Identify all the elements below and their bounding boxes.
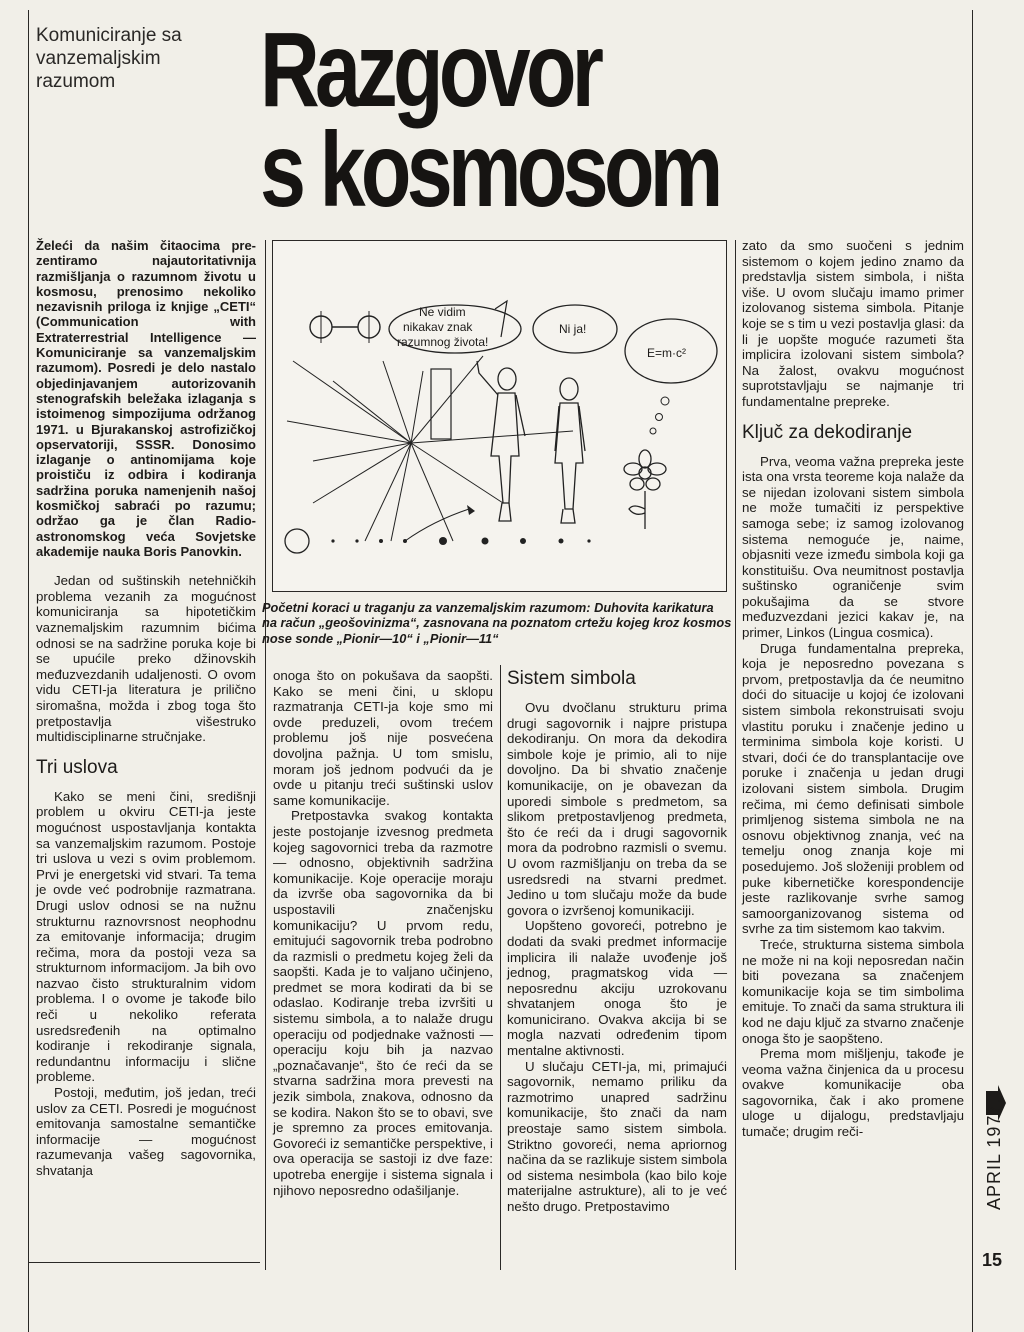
column-rule-1 [265, 240, 266, 1270]
column-4 [742, 238, 964, 1140]
headline-line-1: Razgovor [260, 11, 600, 129]
col3-paragraph-3: U slučaju CETI-ja, mi, primajući sagovornik, nemamo priliku da razmotrimo unapred sadržinu komunikacije, što znači da nam preostaje samo sistem simbola. Striktno govoreći, nema apriornog načina da se razlikuje sistem simbola od sistema nesimbola (kao bilo koje materijalne astrukture), ali to je već nešto drugo. Pretpostavimo [507, 1058, 727, 1214]
issue-date: APRIL 1977. [984, 1097, 1004, 1210]
col1-paragraph-1: Jedan od suštinskih netehničkih problema vezanih za mogućnost komuniciranja sa hipotetičkim vaznemaljskim razumnim bićima odnosi se na sadržine poruka koje bi se upućile preko džinovskih međuzvezdanih udaljenosti. O ovom vidu CETI-ja literatura je prilično siromašna, možda i zbog toga što pretpostavlja višestruko multidisciplinarne stručnjake. [36, 573, 256, 745]
page-left-rule [28, 10, 29, 1332]
col1-paragraph-2: Kako se meni čini, središnji problem u okviru CETI-ja jeste mogućnost uspostavljanja kontakta sa vanzemaljskim razumom. Postoje tri uslova u vezi s ovim problemom. Prvi je energetski vid stvari. Ta tema je ovde već podrobnije razmatrana. Drugi uslov odnosi se na nužnu strukturnu raznovrsnost neophodnu za emitovanje informacija; drugim rečima, mora da postoji veza sa strukturnom informacijom. Ja bih ovo nazvao čisto strukturalnim vidom problema. I o ovome je takođe bilo reči u nekoliko referata usredsređenih na optimalno kodiranje i rekodiranje signala, redundantnu informaciju i slične probleme. [36, 788, 256, 1085]
bubble-1-line-2: nikakav znak [403, 320, 473, 334]
intro-paragraph: Želeći da našim čitaocima pre-zentiramo najautoritativnija razmišljanja o razumnom životu u kosmosu, prenosimo nekoliko nezavisnih priloga iz knjige „CETI“ (Communication with Extraterrestrial Intelligence — Komuniciranje sa vanzemaljskim razumom). Posredi je delo nastalo objedinjavanjem autorizovanih stenografskih beležaka izlaganja s istoimenog simpozijuma održanog 1971. u Bjurakanskoj astrofizičkoj opservatoriji, SSSR. Donosimo izlaganje o antinomijama koje proističu iz odbira i kodiranja sadržina poruka namenjenih našoj kosmičkoj sabraći po razumu; održao ga je član Radio-astronomskog veća Sovjetske akademije nauka Boris Panovkin. [36, 238, 256, 559]
section-heading-tri-uslova: Tri uslova [36, 756, 118, 778]
column-3 [507, 668, 727, 1215]
pioneer-plaque-cartoon [272, 240, 727, 592]
col4-paragraph-2: Prva, veoma važna prepreka jeste ista ona vrsta teoreme koja nalaže da se nijedan izolovani sistem simbola ne može tumačiti iz perspektive samoga sebe; iz samog izolovanog sistema nemoguće je, naime, objasniti veze između simbola koji ga konstituišu. Ova neumitnost postavlja suštinsko ograničenje svim pokušajima da se stvore međuzvezdani jezici kakav je, na primer, Linkos (Lingua cosmica). [742, 453, 964, 641]
col2-paragraph-1: onoga što on pokušava da saopšti. Kako se meni čini, u sklopu razmatranja CETI-ja koje smo mi ovde preduzeli, ovom trećem problemu još nije posvećena dovoljna pažnja. U tom smislu, moram još jednom podvući da je ovde u pitanju treći suštinski uslov same komunikacije. [273, 668, 493, 808]
bubble-1-line-3: razumnog života! [397, 335, 489, 349]
figure-caption: Početni koraci u traganju za vanzemaljskim razumom: Duhovita karikatura na račun „geošovinizma“, zasnovana na poznatom crtežu kojeg kroz kosmos nose sonde „Pionir—10“ i „Pionir—11“ [262, 600, 732, 646]
section-heading-kljuc-za-dekodiranje: Ključ za dekodiranje [742, 421, 913, 443]
bubble-2-text: Ni ja! [559, 322, 587, 336]
cartoon-illustration [273, 241, 725, 590]
page-right-rule [972, 10, 973, 1332]
kicker: Komuniciranje sa vanzemaljskim razumom [36, 25, 182, 92]
col1-paragraph-3: Postoji, međutim, još jedan, treći uslov za CETI. Posredi je mogućnost emitovanja samostalne semantičke informacije — mogućnost razumevanja vašeg sagovornika, shvatanja [36, 1085, 256, 1179]
flower-icon [624, 450, 666, 529]
col3-paragraph-2: Uopšteno govoreći, potrebno je dodati da svaki predmet informacije implicira ili nalaže uvođenje još jednog, pragmatskog vida — neposrednu akciju uzrokovanu shvatanjem onoga što je komunicirano. Ovakva akcija bi se mogla nazvati određenim tipom mentalne aktivnosti. [507, 918, 727, 1059]
col4-paragraph-5: Prema mom mišljenju, takođe je veoma važna činjenica da u procesu ovakve komunikacije oba sagovornika, čak i ako promene uloge u dijalogu, predstavljaju tumače; drugim reči- [742, 1046, 964, 1140]
column-rule-2 [500, 665, 501, 1270]
section-heading-sistem-simbola: Sistem simbola [507, 668, 636, 689]
page-bottom-rule [28, 1262, 260, 1263]
col3-paragraph-1: Ovu dvočlanu strukturu prima drugi sagovornik i najpre pristupa dekodiranju. On mora da dekodira simbole koje je primio, ali to nije dovoljno. Da bi shvatio značenje komunikacije, on je obavezan da uporedi simbole s predmetom, sa slikom pretpostavljenog predmeta, što će reći da i drugi sagovornik mora da podrobno razmisli o svemu. U ovom razmišljanju on treba da se usredsredi na stvarni predmet. Jedino u tom slučaju može da bude govora o izvršenoj komunikaciji. [507, 700, 727, 918]
bubble-1-line-1: Ne vidim [419, 305, 466, 319]
headline-line-2: s kosmosom [260, 111, 719, 229]
column-1 [36, 238, 256, 1179]
col2-paragraph-2: Pretpostavka svakog kontakta jeste postojanje izvesnog predmeta kojeg sagovornici treba da razmotre — odnosno, objektivnih sadržina komunikacije. Koje operacije moraju da izvrše oba sagovornika da bi uspostavili značenjsku komunikaciju? U prvom redu, emitujući sagovornik treba podrobno da razmisli o predmetu kojeg želi da saopšti. Kada je to valjano učinjeno, predmet se mora kodirati da bi se odaslao. Kodiranje treba izvršiti u sistemu simbola, a to nalaže drugu operaciju od podjednake važnosti — operaciju koju bih ja nazvao „poznačavanje“, što će reći da se stvarna sadržina mora prevesti na jezik simbola, znakova, odnosno da se kodira. Nakon što se to obavi, sve je spremno za proces emitovanja. Govoreći iz semantičke perspektive, i ova operacija se sastoji iz dve faze: upotreba energije i sistema signala i njihovo neposredno odašiljanje. [273, 808, 493, 1198]
column-2 [273, 668, 493, 1198]
col4-paragraph-1: zato da smo suočeni s jednim sistemom o kojem jedino znamo da predstavlja sistem simbola, i ništa više. U ovom slučaju imamo primer izolovanog sistema simbola. Pitanje koje se s tim u vezi postavlja glasi: da li je uopšte moguće razumeti šta implicira izolovani sistem simbola? Na žalost, ovakvu mogućnost suprotstavljaju se najmanje tri fundamentalne prepreke. [742, 238, 964, 409]
col4-paragraph-4: Treće, strukturna sistema simbola ne može ni na koji neposredan način biti povezana sa značenjem komunikacije koja se tim simbolima emituje. To znači da sama struktura ili kod ne daju ključ za stvarno značenje onoga što je saopšteno. [742, 936, 964, 1046]
bubble-3-text: E=m·c² [647, 346, 686, 360]
col4-paragraph-3: Druga fundamentalna prepreka, koja je neposredno povezana s prvom, pretpostavlja da će neumitno doći do situacije u kojoj će izolovani sistem simbola rekonstruisati svoju vlastitu poruku i značenje jedino u terminima simbola koje koristi. U stvari, doći će do transplantacije ove poruke i značenja u jedan drugi izolovani sistem simbola. Drugim rečima, mi ćemo definisati simbole primljenog sistema simbola ne na osnovu objektivnog znanja, već na temelju onog znanja koje mi posedujemo. Još složeniji problem od puke kibernetičke korespondencije jeste razlikovanje svrhe samog samoorganizovanog sistema od svrhe za tim sistemom kao takvim. [742, 640, 964, 937]
man-figure [477, 361, 525, 521]
page-title [260, 11, 790, 229]
column-rule-3 [735, 240, 736, 1270]
woman-figure [555, 378, 585, 523]
page-number: 15 [982, 1250, 1003, 1270]
